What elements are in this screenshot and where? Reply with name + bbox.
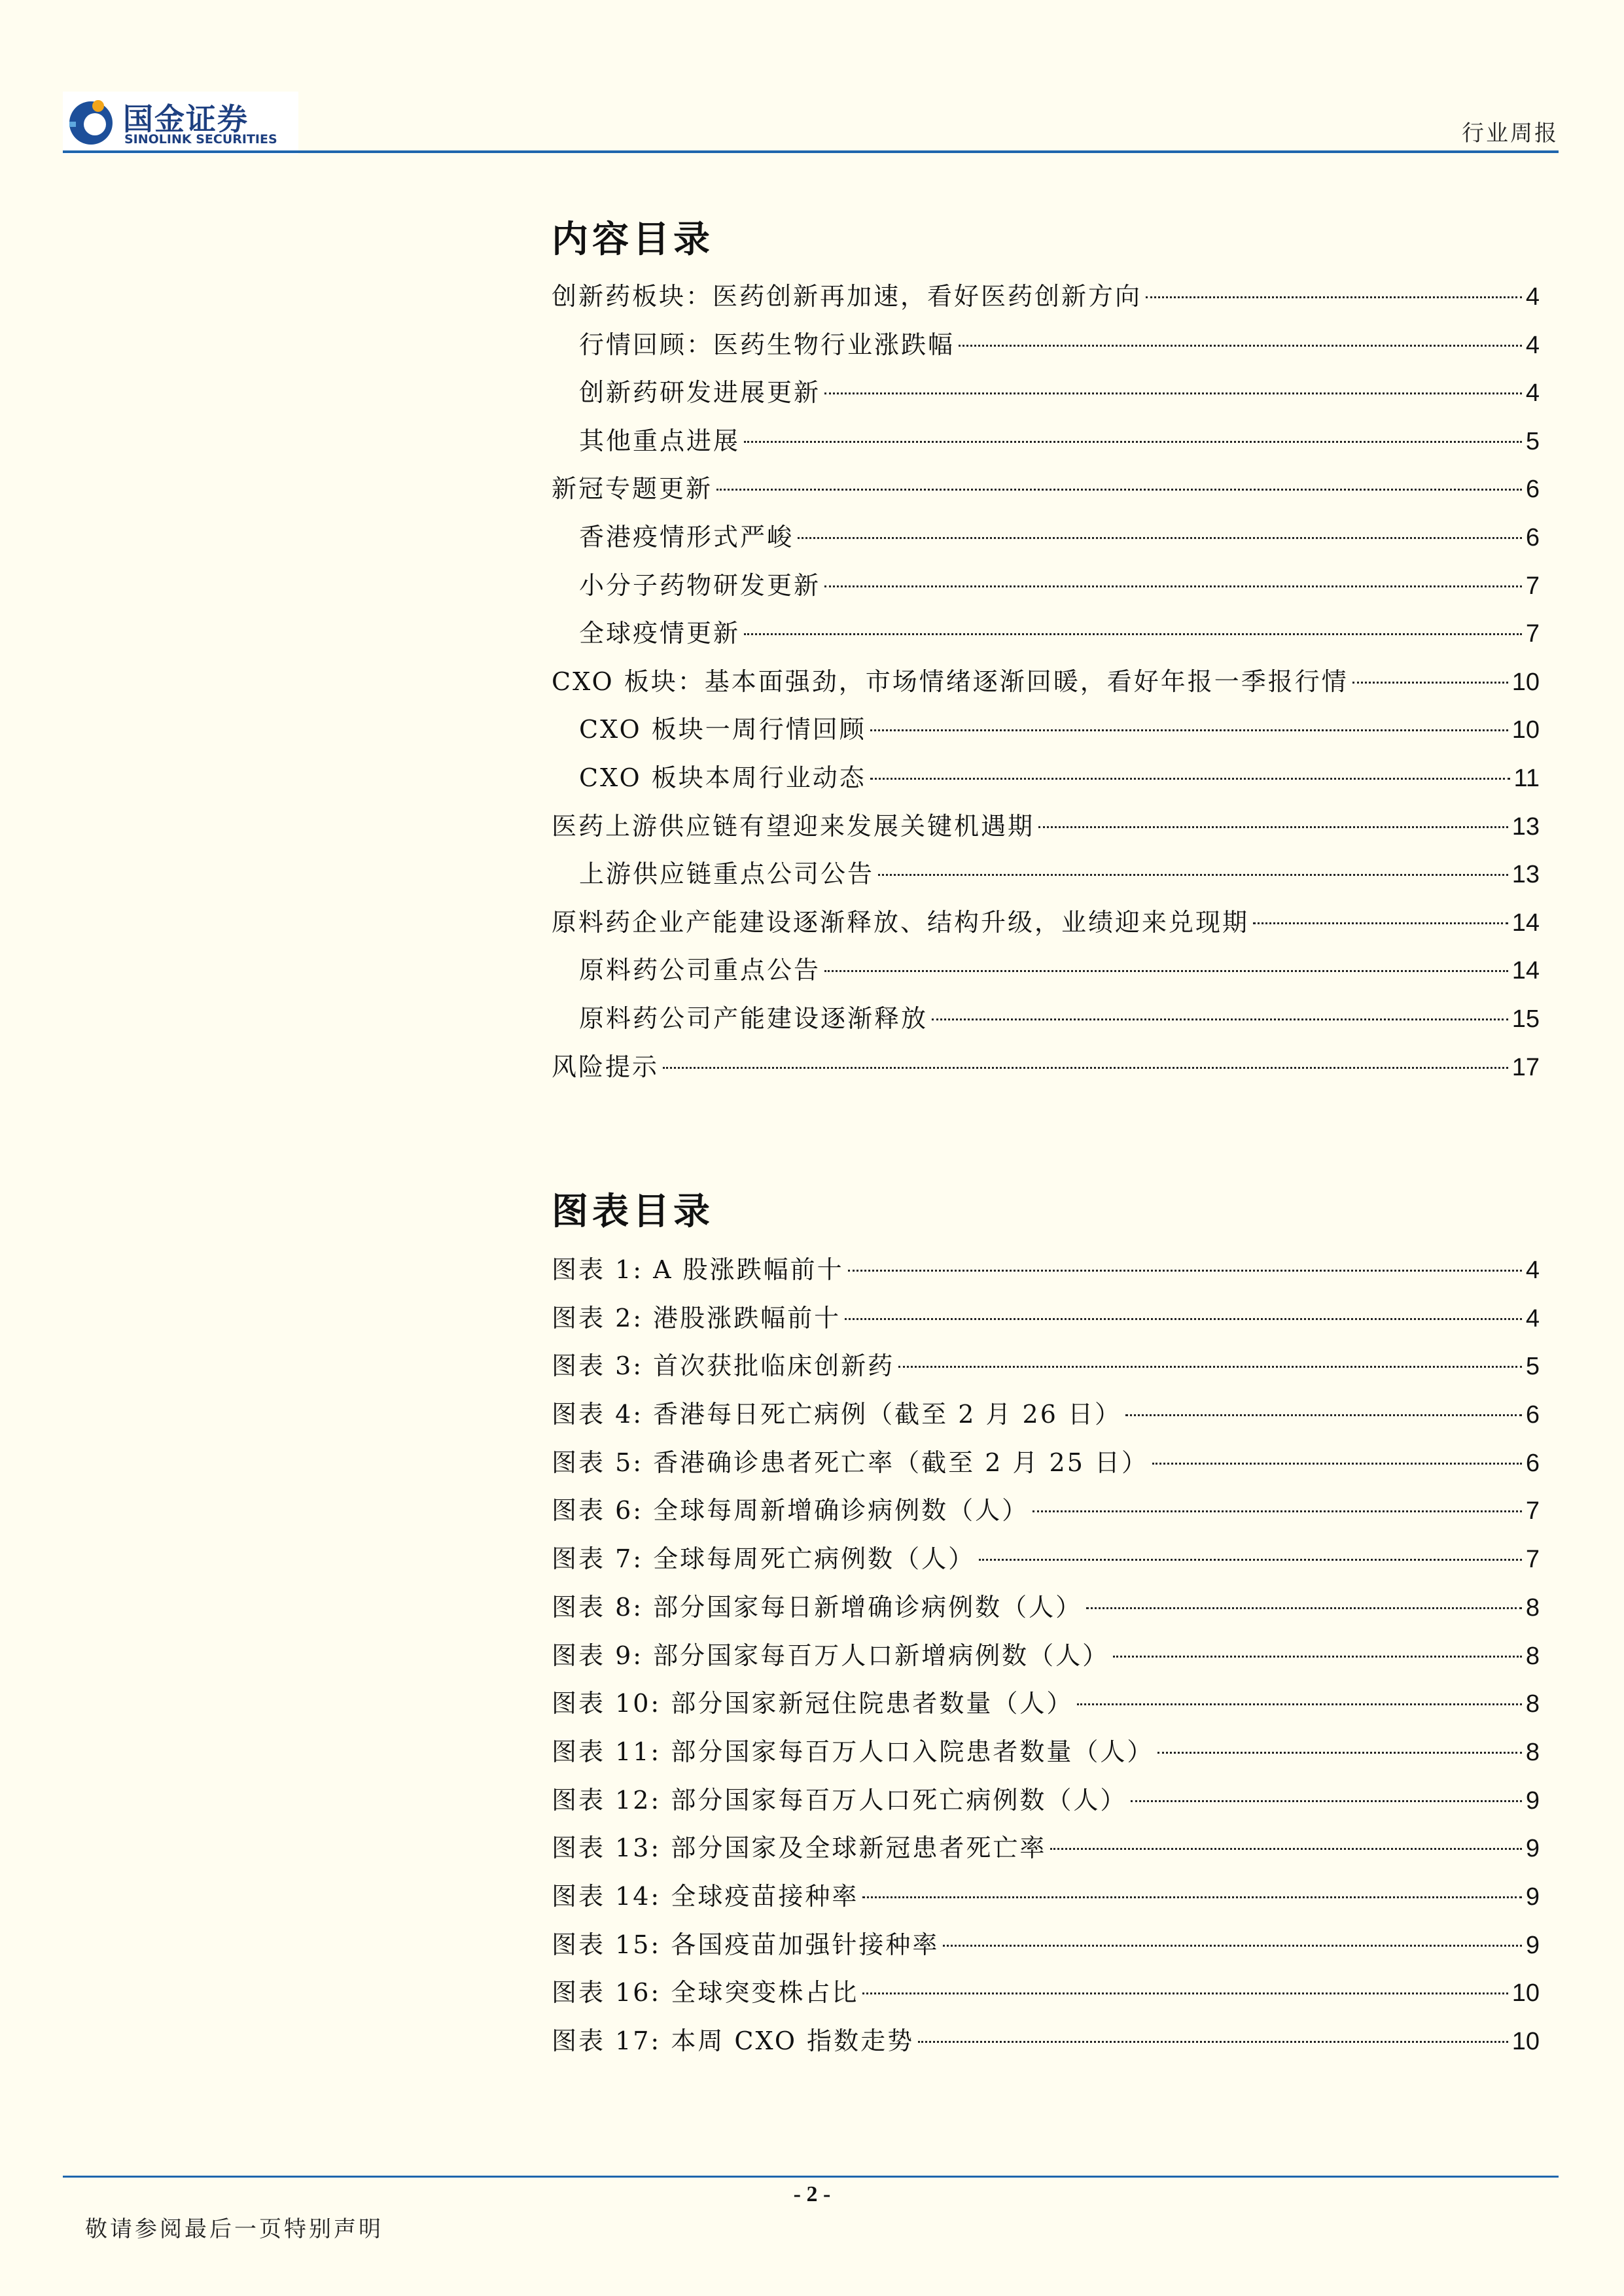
toc-entry[interactable] <box>552 947 1540 995</box>
toc-entry-label: CXO 板块本周行业动态 <box>579 763 866 792</box>
dot-leader <box>1033 1510 1522 1512</box>
figure-entry[interactable] <box>552 1342 1540 1391</box>
dot-leader <box>744 441 1522 443</box>
dot-leader <box>1038 826 1508 828</box>
figure-entry-page: 6 <box>1525 1401 1540 1429</box>
toc-entry[interactable] <box>552 1043 1540 1092</box>
toc-entry-label: 原料药公司产能建设逐渐释放 <box>579 1003 928 1033</box>
toc-entry[interactable] <box>552 850 1540 899</box>
figure-entry-page: 8 <box>1525 1738 1540 1766</box>
dot-leader <box>1113 1656 1522 1658</box>
figure-entry[interactable] <box>552 1777 1540 1825</box>
figure-entry-page: 10 <box>1511 1979 1540 2008</box>
footer-divider <box>63 2176 1559 2178</box>
dot-leader <box>845 1318 1522 1320</box>
toc-entry-label: 风险提示 <box>552 1052 660 1081</box>
toc-entry-page: 11 <box>1513 764 1540 792</box>
toc-entry[interactable] <box>552 754 1540 803</box>
dot-leader <box>979 1559 1522 1561</box>
toc-entry-page: 4 <box>1525 331 1540 359</box>
figure-entry[interactable] <box>552 1680 1540 1728</box>
toc-entry-page: 4 <box>1525 283 1540 311</box>
figure-entry-label: 图表 5: 香港确诊患者死亡率（截至 2 月 25 日） <box>552 1448 1148 1477</box>
toc-entry-page: 15 <box>1511 1005 1540 1033</box>
dot-leader <box>870 729 1508 731</box>
list-of-figures <box>552 1246 1540 2066</box>
figure-entry-label: 图表 8: 部分国家每日新增确诊病例数（人） <box>552 1592 1083 1622</box>
toc-entry[interactable] <box>552 273 1540 321</box>
toc-entry-label: CXO 板块：基本面强劲，市场情绪逐渐回暖，看好年报一季报行情 <box>552 667 1349 696</box>
toc-title: 内容目录 <box>552 218 714 261</box>
figure-entry-page: 9 <box>1525 1883 1540 1911</box>
toc-entry-page: 7 <box>1525 572 1540 600</box>
figure-entry-label: 图表 9: 部分国家每百万人口新增病例数（人） <box>552 1641 1110 1670</box>
toc-entry-page: 10 <box>1511 716 1540 744</box>
figure-entry-page: 8 <box>1525 1690 1540 1718</box>
dot-leader <box>716 489 1522 491</box>
dot-leader <box>878 874 1508 876</box>
figure-entry-label: 图表 4: 香港每日死亡病例（截至 2 月 26 日） <box>552 1400 1121 1429</box>
figure-entry-page: 7 <box>1525 1497 1540 1525</box>
figure-entry-page: 10 <box>1511 2028 1540 2055</box>
figure-entry-label: 图表 7: 全球每周死亡病例数（人） <box>552 1544 976 1574</box>
dot-leader <box>848 1270 1522 1272</box>
toc-entry[interactable] <box>552 610 1540 658</box>
dot-leader <box>663 1067 1508 1069</box>
figure-entry-page: 4 <box>1525 1304 1540 1332</box>
figure-entry[interactable] <box>552 1873 1540 1921</box>
logo-english-name: SINOLINK SECURITIES <box>124 132 277 147</box>
figure-entry[interactable] <box>552 1584 1540 1632</box>
toc-entry-label: 上游供应链重点公司公告 <box>579 860 875 889</box>
figure-entry-page: 9 <box>1525 1786 1540 1815</box>
figure-entry-label: 图表 16: 全球突变株占比 <box>552 1978 859 2008</box>
toc-entry[interactable] <box>552 899 1540 947</box>
toc-entry-label: 创新药板块：医药创新再加速，看好医药创新方向 <box>552 282 1142 311</box>
toc-entry[interactable] <box>552 706 1540 754</box>
figure-entry-label: 图表 10: 部分国家新冠住院患者数量（人） <box>552 1689 1074 1718</box>
figure-list-title: 图表目录 <box>552 1190 714 1233</box>
figure-entry-label: 图表 12: 部分国家每百万人口死亡病例数（人） <box>552 1785 1127 1815</box>
figure-entry-page: 4 <box>1525 1257 1540 1284</box>
table-of-contents <box>552 273 1540 1091</box>
toc-entry-label: 其他重点进展 <box>579 426 741 455</box>
dot-leader <box>862 1896 1522 1898</box>
page-number: - 2 - <box>793 2182 831 2206</box>
figure-entry-page: 5 <box>1525 1353 1540 1381</box>
toc-entry[interactable] <box>552 465 1540 513</box>
dot-leader <box>898 1366 1522 1368</box>
dot-leader <box>943 1945 1522 1947</box>
figure-entry[interactable] <box>552 2017 1540 2066</box>
figure-entry-label: 图表 3: 首次获批临床创新药 <box>552 1351 895 1381</box>
toc-entry-label: 香港疫情形式严峻 <box>579 522 794 551</box>
figure-entry[interactable] <box>552 1632 1540 1680</box>
figure-entry[interactable] <box>552 1921 1540 1970</box>
toc-entry-page: 6 <box>1525 523 1540 551</box>
figure-entry-label: 图表 17: 本周 CXO 指数走势 <box>552 2026 915 2055</box>
toc-entry-label: 原料药公司重点公告 <box>579 956 821 985</box>
toc-entry-label: 医药上游供应链有望迎来发展关键机遇期 <box>552 811 1035 841</box>
figure-entry-page: 7 <box>1525 1546 1540 1574</box>
toc-entry[interactable] <box>552 658 1540 706</box>
figure-entry[interactable] <box>552 1824 1540 1873</box>
figure-entry-label: 图表 6: 全球每周新增确诊病例数（人） <box>552 1496 1029 1525</box>
toc-entry-page: 13 <box>1511 812 1540 841</box>
toc-entry[interactable] <box>552 803 1540 851</box>
dot-leader <box>1086 1607 1522 1609</box>
dot-leader <box>862 1992 1508 1994</box>
toc-entry-label: CXO 板块一周行情回顾 <box>579 715 866 744</box>
figure-entry-page: 9 <box>1525 1931 1540 1959</box>
dot-leader <box>932 1018 1508 1020</box>
dot-leader <box>1125 1414 1522 1416</box>
dot-leader <box>1352 682 1508 684</box>
sinolink-logo-icon <box>65 96 116 147</box>
figure-entry-label: 图表 11: 部分国家每百万人口入院患者数量（人） <box>552 1737 1154 1766</box>
figure-entry[interactable] <box>552 1728 1540 1777</box>
dot-leader <box>1157 1752 1522 1754</box>
figure-entry-label: 图表 2: 港股涨跌幅前十 <box>552 1303 841 1332</box>
dot-leader <box>1131 1800 1522 1802</box>
figure-entry-page: 8 <box>1525 1593 1540 1622</box>
figure-entry-label: 图表 1: A 股涨跌幅前十 <box>552 1255 844 1284</box>
figure-entry[interactable] <box>552 1391 1540 1439</box>
toc-entry-page: 13 <box>1511 861 1540 889</box>
company-logo <box>63 92 298 154</box>
dot-leader <box>918 2041 1508 2043</box>
report-type-label: 行业周报 <box>1462 120 1559 147</box>
toc-entry-label: 新冠专题更新 <box>552 474 713 504</box>
toc-entry[interactable] <box>552 995 1540 1043</box>
toc-entry-label: 行情回顾：医药生物行业涨跌幅 <box>579 330 955 359</box>
toc-entry-page: 6 <box>1525 476 1540 504</box>
toc-entry[interactable] <box>552 417 1540 466</box>
figure-entry-label: 图表 13: 部分国家及全球新冠患者死亡率 <box>552 1834 1047 1863</box>
dot-leader <box>824 392 1522 394</box>
dot-leader <box>1146 296 1522 298</box>
dot-leader <box>1077 1703 1522 1705</box>
dot-leader <box>959 345 1522 347</box>
toc-entry-page: 5 <box>1525 427 1540 455</box>
header-divider <box>63 150 1559 153</box>
figure-entry-page: 9 <box>1525 1835 1540 1863</box>
dot-leader <box>1050 1848 1522 1850</box>
toc-entry-label: 小分子药物研发更新 <box>579 570 821 600</box>
logo-chinese-name: 国金证券 <box>123 101 249 137</box>
toc-entry-page: 17 <box>1511 1053 1540 1081</box>
figure-entry[interactable] <box>552 1246 1540 1295</box>
figure-entry-page: 6 <box>1525 1449 1540 1477</box>
toc-entry[interactable] <box>552 321 1540 370</box>
figure-entry[interactable] <box>552 1969 1540 2017</box>
toc-entry-page: 7 <box>1525 620 1540 648</box>
page-header <box>63 92 1559 154</box>
figure-entry[interactable] <box>552 1487 1540 1535</box>
toc-entry-page: 10 <box>1511 668 1540 696</box>
toc-entry-page: 14 <box>1511 909 1540 937</box>
dot-leader <box>744 633 1522 635</box>
dot-leader <box>870 778 1510 780</box>
toc-entry[interactable] <box>552 369 1540 417</box>
disclaimer-text: 敬请参阅最后一页特别声明 <box>85 2216 383 2242</box>
dot-leader <box>798 537 1522 539</box>
figure-entry[interactable] <box>552 1535 1540 1584</box>
dot-leader <box>1152 1463 1522 1465</box>
toc-entry[interactable] <box>552 562 1540 610</box>
toc-entry-page: 4 <box>1525 379 1540 408</box>
figure-entry-page: 8 <box>1525 1642 1540 1670</box>
dot-leader <box>824 970 1508 972</box>
dot-leader <box>824 585 1522 587</box>
figure-entry[interactable] <box>552 1439 1540 1487</box>
figure-entry[interactable] <box>552 1295 1540 1343</box>
toc-entry-label: 原料药企业产能建设逐渐释放、结构升级，业绩迎来兑现期 <box>552 907 1250 937</box>
toc-entry-page: 14 <box>1511 957 1540 985</box>
figure-entry-label: 图表 15: 各国疫苗加强针接种率 <box>552 1930 940 1959</box>
toc-entry-label: 全球疫情更新 <box>579 619 741 648</box>
dot-leader <box>1253 922 1508 924</box>
toc-entry[interactable] <box>552 513 1540 562</box>
toc-entry-label: 创新药研发进展更新 <box>579 378 821 408</box>
figure-entry-label: 图表 14: 全球疫苗接种率 <box>552 1881 859 1911</box>
